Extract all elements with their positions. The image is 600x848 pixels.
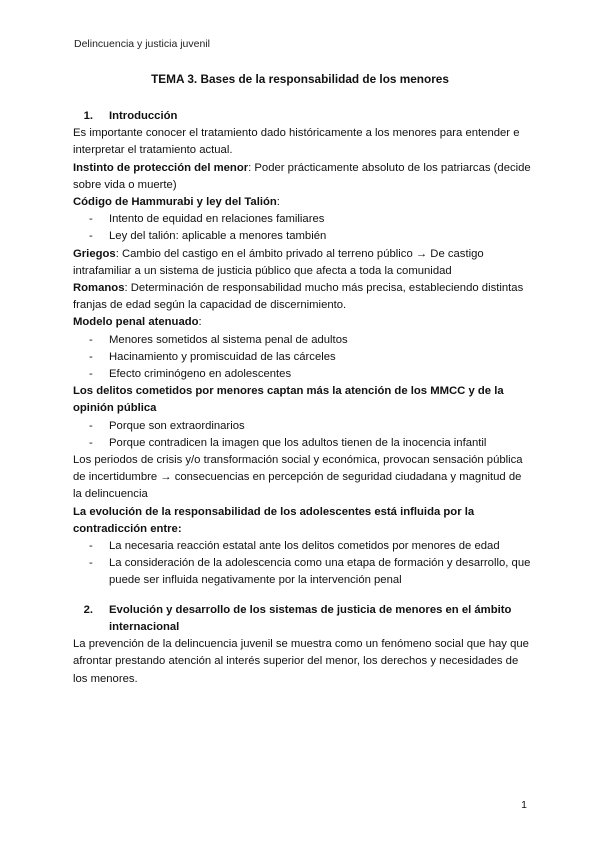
- list-item: [73, 538, 533, 555]
- dash-bullet: -: [89, 213, 93, 226]
- list-item-text: Menores sometidos al sistema penal de adultos: [109, 333, 348, 346]
- section-spacer: [73, 590, 533, 602]
- evolucion-list: [73, 538, 533, 590]
- dash-bullet: -: [89, 333, 93, 346]
- romanos-text: : Determinación de responsabilidad mucho más precisa, estableciendo distintas franjas de edad según la capacidad de discernimiento.: [73, 282, 524, 312]
- codigo-heading: [73, 194, 533, 211]
- dash-bullet: -: [89, 540, 93, 553]
- section-1-heading: [73, 108, 533, 125]
- instinto-label: Instinto de protección del menor: [73, 161, 249, 174]
- intro-paragraph: Es importante conocer el tratamiento dado históricamente a los menores para entender e interpretar el tratamiento actual.: [73, 127, 520, 157]
- section-2-number: 2.: [83, 603, 93, 616]
- delitos-heading-text: Los delitos cometidos por menores captan más la atención de los MMCC y de la opinión pública: [73, 385, 504, 415]
- modelo-list: [73, 332, 533, 384]
- list-item: [73, 435, 533, 452]
- list-item-text: La necesaria reacción estatal ante los delitos cometidos por menores de edad: [109, 540, 500, 553]
- list-item-text: La consideración de la adolescencia como una etapa de formación y desarrollo, que puede ser influida negativamente por la intervención penal: [109, 557, 531, 587]
- dash-bullet: -: [89, 557, 93, 570]
- dash-bullet: -: [89, 419, 93, 432]
- dash-bullet: -: [89, 230, 93, 243]
- list-item-text: Porque son extraordinarios: [109, 419, 245, 432]
- list-item: [73, 228, 533, 245]
- running-header: Delincuencia y justicia juvenil: [74, 38, 210, 50]
- list-item: [73, 211, 533, 228]
- griegos-paragraph: [73, 246, 533, 280]
- griegos-text: : Cambio del castigo en el ámbito privado al terreno público → De castigo intrafamiliar a un sistema de justicia público que afecta a toda la comunidad: [73, 247, 484, 277]
- delitos-list: [73, 418, 533, 452]
- section-1-title: Introducción: [109, 110, 178, 122]
- modelo-colon: :: [198, 316, 202, 329]
- section-2-paragraph: La prevención de la delincuencia juvenil se muestra como un fenómeno social que hay que afrontar prestando atención al interés superior del menor, los derechos y necesidades de los menores.: [73, 638, 529, 685]
- page-title: TEMA 3. Bases de la responsabilidad de los menores: [151, 72, 449, 86]
- list-item-text: Efecto criminógeno en adolescentes: [109, 368, 292, 381]
- dash-bullet: -: [89, 350, 93, 363]
- codigo-colon: :: [276, 196, 280, 209]
- instinto-paragraph: [73, 160, 533, 194]
- list-item: [73, 349, 533, 366]
- codigo-list: [73, 211, 533, 245]
- evolucion-heading-text: La evolución de la responsabilidad de los adolescentes está influida por la contradicción entre:: [73, 505, 475, 535]
- list-item: [73, 418, 533, 435]
- evolucion-heading: [73, 504, 533, 538]
- list-item-text: Ley del talión: aplicable a menores también: [109, 230, 327, 243]
- crisis-paragraph: Los periodos de crisis y/o transformación social y económica, provocan sensación pública de incertidumbre → consecuencias en percepción de seguridad ciudadana y magnitud de la delincuencia: [73, 454, 523, 501]
- modelo-heading: [73, 314, 533, 331]
- list-item: [73, 366, 533, 383]
- modelo-label: Modelo penal atenuado: [73, 316, 199, 329]
- instinto-text: : Poder prácticamente absoluto de los patriarcas (decide sobre vida o muerte): [73, 161, 531, 191]
- codigo-label: Código de Hammurabi y ley del Talión: [73, 196, 277, 209]
- list-item: [73, 555, 533, 589]
- romanos-label: Romanos: [73, 282, 125, 295]
- page-number: 1: [521, 799, 527, 811]
- dash-bullet: -: [89, 436, 93, 449]
- section-2-title: Evolución y desarrollo de los sistemas de justicia de menores en el ámbito internacional: [109, 603, 512, 633]
- dash-bullet: -: [89, 368, 93, 381]
- list-item: [73, 332, 533, 349]
- document-body: [73, 108, 533, 688]
- list-item-text: Porque contradicen la imagen que los adultos tienen de la inocencia infantil: [109, 436, 487, 449]
- griegos-label: Griegos: [73, 247, 116, 260]
- romanos-paragraph: [73, 280, 533, 314]
- list-item-text: Intento de equidad en relaciones familiares: [109, 213, 325, 226]
- section-1-number: 1.: [83, 110, 93, 122]
- section-2-heading: [73, 602, 533, 636]
- delitos-heading: [73, 383, 533, 417]
- list-item-text: Hacinamiento y promiscuidad de las cárceles: [109, 350, 336, 363]
